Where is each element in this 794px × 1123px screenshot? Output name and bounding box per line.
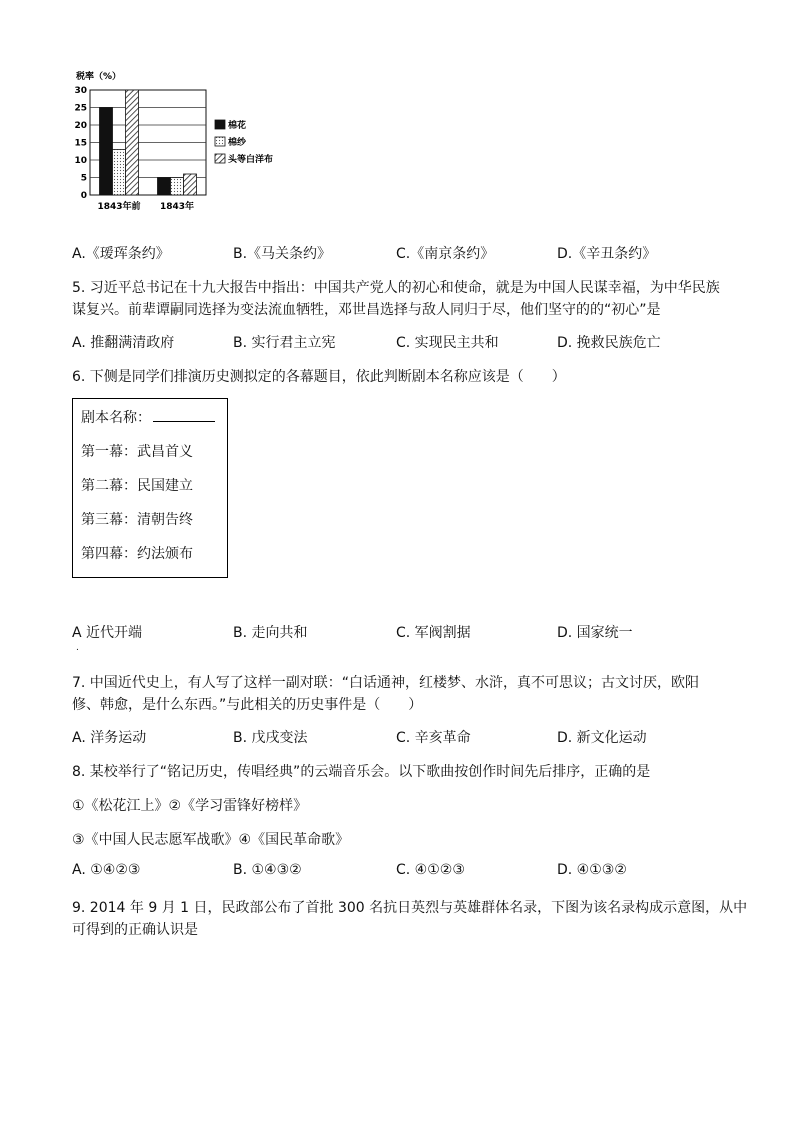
q5-option-b[interactable]: B. 实行君主立宪: [233, 335, 336, 351]
q7-stem-line1: 7. 中国近代史上，有人写了这样一副对联：“白话通神，红楼梦、水浒，真不可思议；古文讨厌，欧阳: [72, 675, 700, 691]
q8-songs-line2: ③《中国人民志愿军战歌》④《国民革命歌》: [72, 832, 350, 848]
q4-option-b[interactable]: B.《马关条约》: [233, 246, 332, 262]
q5-option-a[interactable]: A. 推翻满清政府: [72, 335, 175, 351]
q8-option-c[interactable]: C. ④①②③: [396, 862, 465, 878]
q4-option-c[interactable]: C.《南京条约》: [396, 246, 495, 262]
q9-stem-line1: 9. 2014 年 9 月 1 日，民政部公布了首批 300 名抗日英烈与英雄群体名录，下图为该名录构成示意图，从中: [72, 900, 748, 916]
q4-option-d[interactable]: D.《辛丑条约》: [557, 246, 657, 262]
y-tick-label: 15: [74, 138, 87, 149]
legend-swatch: [215, 120, 225, 129]
y-axis-label: 税率（%）: [76, 72, 122, 82]
y-tick-label: 30: [74, 86, 87, 96]
q6-stem: 6. 下侧是同学们排演历史测拟定的各幕题目，依此判断剧本名称应该是（ ）: [72, 369, 566, 385]
script-box: [72, 398, 228, 578]
legend-swatch: [215, 154, 225, 163]
y-tick-label: 10: [74, 156, 87, 166]
act-2: 第二幕：民国建立: [81, 478, 193, 494]
q8-option-a[interactable]: A. ①④②③: [72, 862, 141, 878]
act-4: 第四幕：约法颁布: [81, 546, 193, 562]
q8-songs-line1: ①《松花江上》②《学习雷锋好榜样》: [72, 798, 308, 814]
y-tick-label: 5: [80, 173, 87, 184]
bar-棉花-1843年: [158, 178, 171, 196]
q7-stem-line2: 修、韩愈，是什么东西。”与此相关的历史事件是（ ）: [72, 697, 423, 713]
q5-stem-line2: 谋复兴。前辈谭嗣同选择为变法流血牺牲，邓世昌选择与敌人同归于尽，他们坚守的的“初心”是: [72, 302, 661, 318]
q6-option-b[interactable]: B. 走向共和: [233, 625, 308, 641]
act-1: 第一幕：武昌首义: [81, 444, 193, 460]
x-tick-label: 1843年: [159, 202, 195, 212]
q8-stem: 8. 某校举行了“铭记历史，传唱经典”的云端音乐会。以下歌曲按创作时间先后排序，正确的是: [72, 764, 651, 780]
q6-option-c[interactable]: C. 军阀割据: [396, 625, 471, 641]
q7-option-c[interactable]: C. 辛亥革命: [396, 730, 471, 746]
q5-option-d[interactable]: D. 挽救民族危亡: [557, 335, 661, 351]
q7-option-b[interactable]: B. 戊戌变法: [233, 730, 308, 746]
bar-棉花-1843年前: [100, 108, 113, 196]
bar-头等白洋布-1843年: [184, 174, 197, 195]
stray-dot: .: [76, 643, 79, 653]
legend-label: 棉纱: [228, 138, 247, 148]
legend-swatch: [215, 137, 225, 146]
q6-option-a[interactable]: A 近代开端: [72, 625, 143, 641]
legend-label: 头等白洋布: [228, 155, 274, 165]
bar-棉纱-1843年前: [113, 150, 126, 196]
q5-option-c[interactable]: C. 实现民主共和: [396, 335, 499, 351]
script-name-label: 剧本名称：: [81, 410, 151, 426]
q5-stem-line1: 5. 习近平总书记在十九大报告中指出：中国共产党人的初心和使命，就是为中国人民谋幸福，为中华民族: [72, 280, 720, 296]
q9-stem-line2: 可得到的正确认识是: [72, 922, 198, 938]
bar-棉纱-1843年: [171, 178, 184, 196]
x-tick-label: 1843年前: [97, 202, 141, 212]
q7-option-a[interactable]: A. 洋务运动: [72, 730, 147, 746]
bar-头等白洋布-1843年前: [126, 90, 139, 195]
q6-option-d[interactable]: D. 国家统一: [557, 625, 633, 641]
act-3: 第三幕：清朝告终: [81, 512, 193, 528]
legend-label: 棉花: [228, 121, 247, 131]
tax-rate-bar-chart: [74, 70, 284, 220]
q8-option-b[interactable]: B. ①④③②: [233, 862, 302, 878]
script-name-blank: [153, 409, 215, 422]
q8-option-d[interactable]: D. ④①③②: [557, 862, 627, 878]
y-tick-label: 20: [74, 121, 87, 131]
q7-option-d[interactable]: D. 新文化运动: [557, 730, 647, 746]
y-tick-label: 25: [74, 103, 87, 114]
q4-option-a[interactable]: A.《瑷珲条约》: [72, 246, 170, 262]
y-tick-label: 0: [80, 191, 87, 201]
